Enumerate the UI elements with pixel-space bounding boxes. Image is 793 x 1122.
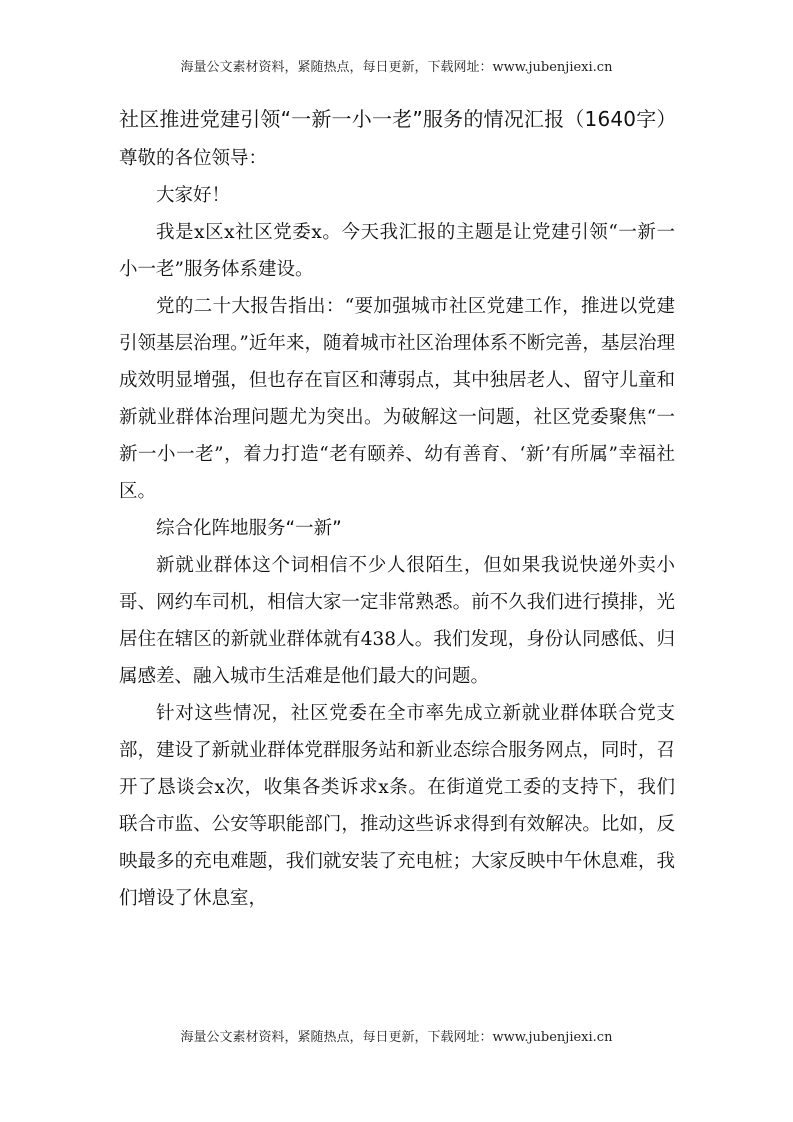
section-heading: 综合化阵地服务“一新”	[156, 518, 342, 539]
paragraph-background: 党的二十大报告指出：“要加强城市社区党建工作，推进以党建引领基层治理。”近年来，随着城市社区治理体系不断完善，基层治理成效明显增强，但也存在盲区和薄弱点，其中独居老人、留守儿童和新就业群体治理问题尤为突出。为破解这一问题，社区党委聚焦“一新一小一老”，着力打造“老有颐养、幼有善育、‘新’有所属”幸福社区。	[119, 296, 675, 502]
greeting: 大家好！	[156, 185, 231, 206]
document-body	[119, 102, 675, 917]
salutation: 尊敬的各位领导：	[119, 148, 268, 169]
document-title: 社区推进党建引领“一新一小一老”服务的情况汇报（1640字）	[119, 107, 677, 131]
paragraph-section-2: 针对这些情况，社区党委在全市率先成立新就业群体联合党支部，建设了新就业群体党群服务站和新业态综合服务网点，同时，召开了恳谈会x次，收集各类诉求x条。在街道党工委的支持下，我们联合市监、公安等职能部门，推动这些诉求得到有效解决。比如，反映最多的充电难题，我们就安装了充电桩；大家反映中午休息难，我们增设了休息室，	[119, 703, 675, 909]
page-header-note: 海量公文素材资料，紧随热点，每日更新，下载网址：www.jubenjiexi.cn	[180, 60, 613, 75]
paragraph-section-1: 新就业群体这个词相信不少人很陌生，但如果我说快递外卖小哥、网约车司机，相信大家一定非常熟悉。前不久我们进行摸排，光居住在辖区的新就业群体就有438人。我们发现，身份认同感低、归属感差、融入城市生活难是他们最大的问题。	[119, 555, 675, 687]
page-footer-note: 海量公文素材资料，紧随热点，每日更新，下载网址：www.jubenjiexi.cn	[180, 1030, 613, 1045]
paragraph-intro: 我是x区x社区党委x。今天我汇报的主题是让党建引领“一新一小一老”服务体系建设。	[119, 222, 675, 280]
